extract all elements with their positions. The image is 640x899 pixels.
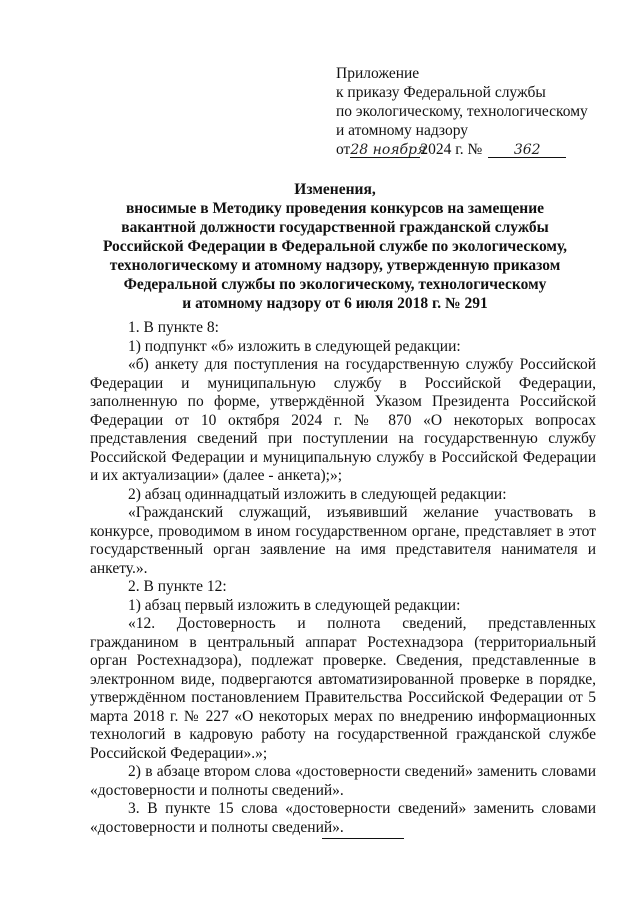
paragraph-7: 1) абзац первый изложить в следующей редакции: [128, 596, 461, 614]
title-line-6: Федеральной службы по экологическому, технологическому [123, 276, 547, 293]
paragraph-9: 2) в абзаце втором слова «достоверности сведений» заменить словами «достоверности и полноты сведений». [90, 763, 596, 799]
appendix-line-3: по экологическому, технологическому [336, 103, 588, 120]
document-body [90, 319, 596, 837]
paragraph-5: «Гражданский служащий, изъявивший желание участвовать в конкурсе, проводимом в ином государственном органе, представляет в этот государственный орган заявление на имя представителя нанимателя и анкету.». [90, 504, 596, 577]
from-label: от [336, 141, 351, 158]
appendix-date-number-line [336, 140, 626, 159]
title-line-3: вакантной должности государственной гражданской службы [121, 219, 549, 236]
paragraph-3: «б) анкету для поступления на государственную службу Российской Федерации и муниципальную службу в Российской Федерации, заполненную по форме, утверждённой Указом Президента Российской Федерации от 10 октября 2024 г. № 870 «О некоторых вопросах представления сведений при поступлении на государственную службу Российской Федерации и муниципальную службу в Российской Федерации и их актуализации» (далее - анкета);»; [90, 356, 596, 484]
handwritten-date: 28 ноября [350, 142, 427, 158]
title-line-4: Российской Федерации в Федеральной службе по экологическому, [102, 238, 568, 255]
document-title [90, 180, 580, 313]
appendix-header [336, 64, 626, 159]
paragraph-4: 2) абзац одиннадцатый изложить в следующей редакции: [128, 485, 507, 503]
appendix-line-1: Приложение [336, 65, 420, 82]
paragraph-6: 2. В пункте 12: [128, 578, 227, 595]
paragraph-8: «12. Достоверность и полнота сведений, представленных гражданином в центральный аппарат Ростехнадзора (территориальный орган Ростехнадзора), подлежат проверке. Сведения, представленные в электронном виде, подвергаются автоматизированной проверке в порядке, утверждённом постановлением Правительства Российской Федерации от 5 марта 2018 г. № 227 «О некоторых мерах по внедрению информационных технологий в кадровую работу на государственной гражданской службе Российской Федерации».»; [90, 615, 596, 762]
appendix-line-2: к приказу Федеральной службы [336, 84, 546, 101]
paragraph-1: 1. В пункте 8: [128, 319, 219, 336]
handwritten-number: 362 [488, 143, 566, 158]
title-line-7: и атомному надзору от 6 июля 2018 г. № 291 [182, 295, 488, 312]
title-line-5: технологическому и атомному надзору, утвержденную приказом [109, 257, 561, 274]
paragraph-2: 1) подпункт «б» изложить в следующей редакции: [128, 337, 461, 355]
closing-separator-line [322, 838, 404, 839]
appendix-line-4: и атомному надзору [336, 122, 468, 139]
title-line-2: вносимые в Методику проведения конкурсов на замещение [125, 200, 545, 217]
year-number-label: 2024 г. № [420, 141, 483, 158]
title-line-1: Изменения, [294, 181, 376, 198]
paragraph-10: 3. В пункте 15 слова «достоверности сведений» заменить словами «достоверности и полноты сведений». [90, 800, 596, 836]
